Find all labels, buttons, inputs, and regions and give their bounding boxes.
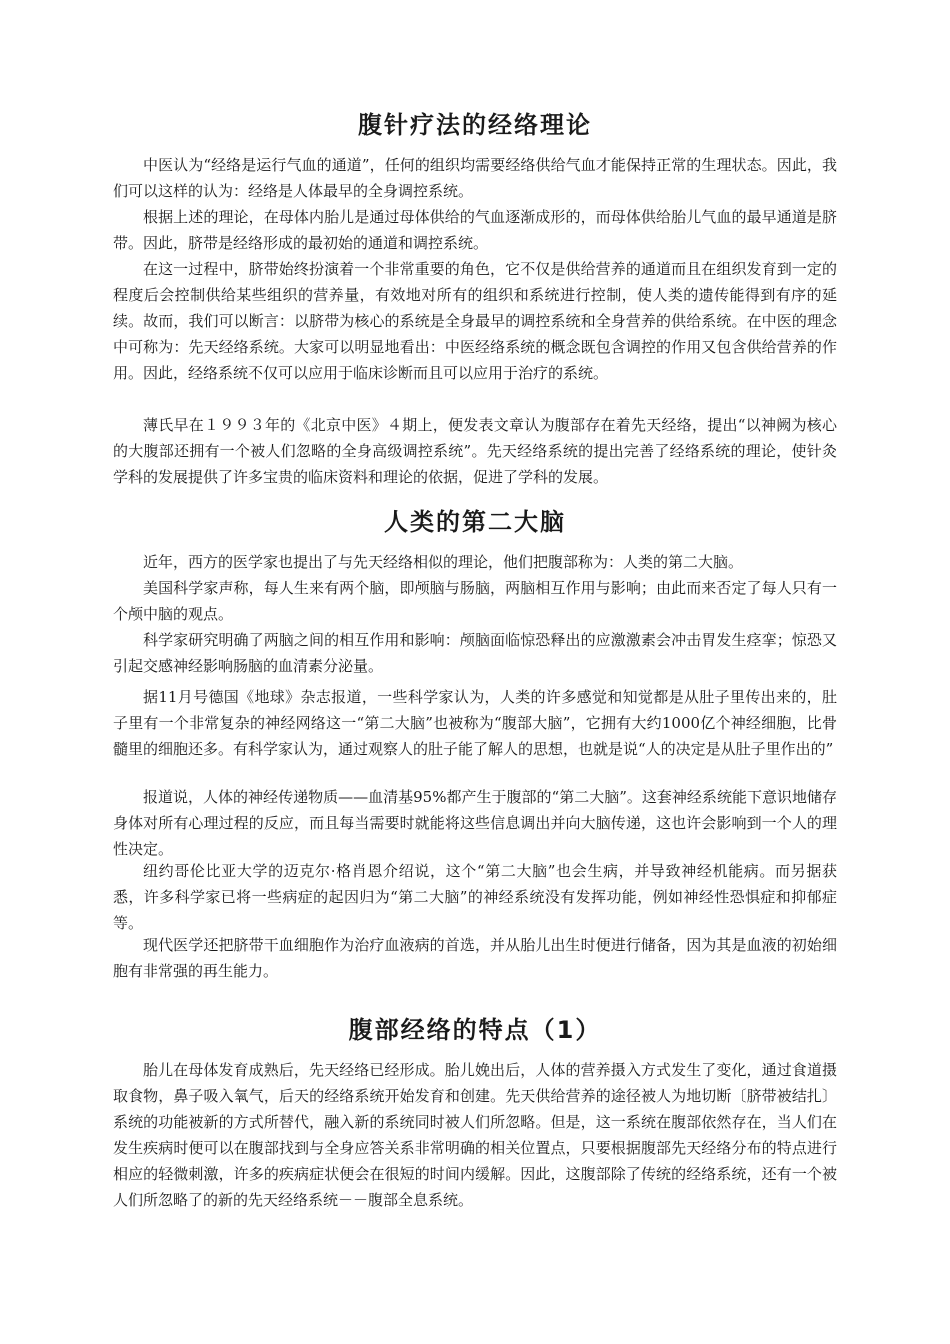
section-title-meridian-theory: 腹针疗法的经络理论 bbox=[358, 111, 592, 139]
paragraph: 科学家研究明确了两脑之间的相互作用和影响：颅脑面临惊恐释出的应激激素会冲击胃发生痉挛；惊恐又引起交感神经影响肠脑的血清素分泌量。 bbox=[113, 631, 837, 675]
paragraph: 根据上述的理论，在母体内胎儿是通过母体供给的气血逐渐成形的，而母体供给胎儿气血的最早通道是脐带。因此，脐带是经络形成的最初始的通道和调控系统。 bbox=[113, 208, 837, 252]
paragraph: 在这一过程中，脐带始终扮演着一个非常重要的角色，它不仅是供给营养的通道而且在组织发育到一定的程度后会控制供给某些组织的营养量，有效地对所有的组织和系统进行控制，使人类的遗传能得到有序的延续。故而，我们可以断言：以脐带为核心的系统是全身最早的调控系统和全身营养的供给系统。在中医的理念中可称为：先天经络系统。大家可以明显地看出：中医经络系统的概念既包含调控的作用又包含供给营养的作用。因此，经络系统不仅可以应用于临床诊断而且可以应用于治疗的系统。 bbox=[113, 260, 837, 382]
paragraph: 纽约哥伦比亚大学的迈克尔·格肖恩介绍说，这个“第二大脑”也会生病，并导致神经机能病。而另据获悉，许多科学家已将一些病症的起因归为“第二大脑”的神经系统没有发挥功能，例如神经性恐惧症和抑郁症等。 bbox=[113, 862, 837, 932]
paragraph: 美国科学家声称，每人生来有两个脑，即颅脑与肠脑，两脑相互作用与影响；由此而来否定了每人只有一个颅中脑的观点。 bbox=[113, 579, 837, 623]
paragraph: 近年，西方的医学家也提出了与先天经络相似的理论，他们把腹部称为：人类的第二大脑。 bbox=[143, 553, 744, 571]
paragraph: 薄氏早在１９９３年的《北京中医》４期上，便发表文章认为腹部存在着先天经络，提出“以神阙为核心的大腹部还拥有一个被人们忽略的全身高级调控系统”。先天经络系统的提出完善了经络系统的理论，使针灸学科的发展提供了许多宝贵的临床资料和理论的依据，促进了学科的发展。 bbox=[113, 416, 837, 486]
paragraph: 胎儿在母体发育成熟后，先天经络已经形成。胎儿娩出后，人体的营养摄入方式发生了变化，通过食道摄取食物，鼻子吸入氧气，后天的经络系统开始发育和创建。先天供给营养的途径被人为地切断〔脐带被结扎〕系统的功能被新的方式所替代，融入新的系统同时被人们所忽略。但是，这一系统在腹部依然存在，当人们在发生疾病时便可以在腹部找到与全身应答关系非常明确的相关位置点，只要根据腹部先天经络分布的特点进行相应的轻微刺激，许多的疾病症状便会在很短的时间内缓解。因此，这腹部除了传统的经络系统，还有一个被人们所忽略了的新的先天经络系统－－腹部全息系统。 bbox=[113, 1061, 837, 1209]
paragraph: 现代医学还把脐带干血细胞作为治疗血液病的首选，并从胎儿出生时便进行储备，因为其是血液的初始细胞有非常强的再生能力。 bbox=[113, 936, 837, 980]
paragraph: 据11月号德国《地球》杂志报道，一些科学家认为，人类的许多感觉和知觉都是从肚子里传出来的，肚子里有一个非常复杂的神经网络这一“第二大脑”也被称为“腹部大脑”，它拥有大约1000亿个神经细胞，比骨髓里的细胞还多。有科学家认为，通过观察人的肚子能了解人的思想，也就是说“人的决定是从肚子里作出的” bbox=[113, 688, 837, 758]
paragraph: 报道说，人体的神经传递物质——血清基95%都产生于腹部的“第二大脑”。这套神经系统能下意识地储存身体对所有心理过程的反应，而且每当需要时就能将这些信息调出并向大脑传递，这也许会影响到一个人的理性决定。 bbox=[113, 788, 837, 858]
section-title-second-brain: 人类的第二大脑 bbox=[384, 508, 566, 536]
section-title-abdominal-meridian-features: 腹部经络的特点（1） bbox=[348, 1016, 602, 1044]
paragraph: 中医认为“经络是运行气血的通道”，任何的组织均需要经络供给气血才能保持正常的生理状态。因此，我们可以这样的认为：经络是人体最早的全身调控系统。 bbox=[113, 156, 837, 200]
